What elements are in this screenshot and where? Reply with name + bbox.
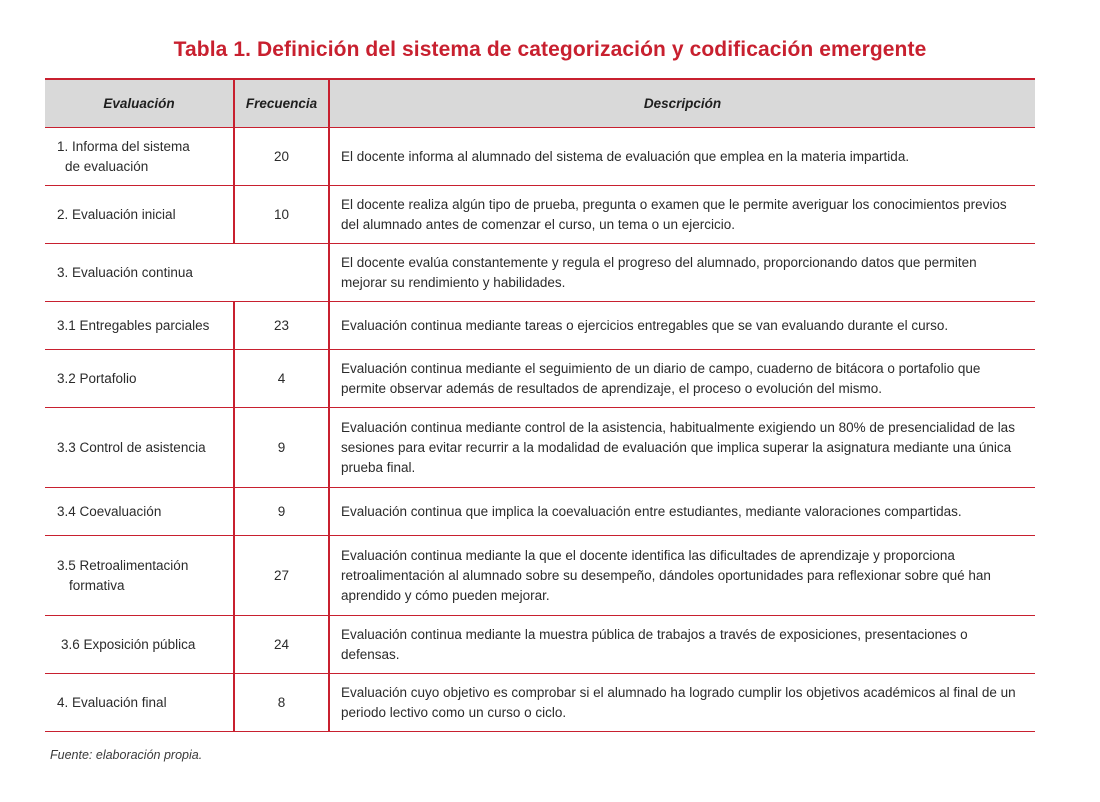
description-cell: Evaluación continua mediante el seguimiento de un diario de campo, cuaderno de bitácora o portafolio que permite observar además de resultados de aprendizaje, el proceso o evolución del mismo. [329, 350, 1035, 408]
frequency-cell: 8 [234, 674, 329, 732]
evaluation-cell: 2. Evaluación inicial [57, 206, 176, 222]
evaluation-cell: 4. Evaluación final [57, 694, 167, 710]
description-cell: Evaluación continua mediante control de la asistencia, habitualmente exigiendo un 80% de presencialidad de las sesiones para evitar recurrir a la modalidad de evaluación que implica superar la asignatura mediante una única prueba final. [329, 408, 1035, 488]
description-cell: El docente evalúa constantemente y regula el progreso del alumnado, proporcionando datos que permiten mejorar su rendimiento y habilidades. [329, 244, 1035, 302]
table-row [45, 128, 1035, 186]
description-cell: El docente informa al alumnado del sistema de evaluación que emplea en la materia impartida. [329, 128, 1035, 186]
header-evaluacion: Evaluación [45, 79, 234, 128]
frequency-cell: 23 [234, 302, 329, 350]
frequency-cell: 20 [234, 128, 329, 186]
categorization-table [45, 78, 1035, 732]
evaluation-cell: 3. Evaluación continua [57, 264, 193, 280]
table-row [45, 616, 1035, 674]
evaluation-cell: 3.6 Exposición pública [61, 636, 196, 652]
evaluation-cell [45, 128, 234, 186]
frequency-cell: 9 [234, 408, 329, 488]
table-row [45, 536, 1035, 616]
evaluation-label: 3.5 Retroalimentación [57, 557, 189, 573]
frequency-cell: 9 [234, 488, 329, 536]
frequency-cell: 4 [234, 350, 329, 408]
evaluation-label-cont: formativa [69, 577, 125, 593]
evaluation-cell: 3.1 Entregables parciales [57, 317, 210, 333]
evaluation-label-cont: de evaluación [65, 158, 149, 174]
frequency-cell: 24 [234, 616, 329, 674]
table-row [45, 350, 1035, 408]
table-header-row [45, 79, 1035, 128]
evaluation-cell: 3.3 Control de asistencia [57, 439, 206, 455]
source-note: Fuente: elaboración propia. [50, 748, 203, 762]
description-cell: Evaluación continua mediante la muestra pública de trabajos a través de exposiciones, presentaciones o defensas. [329, 616, 1035, 674]
description-cell: El docente realiza algún tipo de prueba, pregunta o examen que le permite averiguar los conocimientos previos del alumnado antes de comenzar el curso, un tema o un ejercicio. [329, 186, 1035, 244]
table-row [45, 302, 1035, 350]
evaluation-cell: 3.2 Portafolio [57, 370, 137, 386]
header-descripcion: Descripción [329, 79, 1035, 128]
table-row [45, 186, 1035, 244]
evaluation-label: 1. Informa del sistema [57, 138, 190, 154]
table-row [45, 674, 1035, 732]
description-cell: Evaluación continua mediante tareas o ejercicios entregables que se van evaluando durante el curso. [329, 302, 1035, 350]
table-row [45, 488, 1035, 536]
frequency-cell: 10 [234, 186, 329, 244]
description-cell: Evaluación continua mediante la que el docente identifica las dificultades de aprendizaje y proporciona retroalimentación al alumnado sobre su desempeño, dándoles oportunidades para reflexionar sobre qué han aprendido y cómo pueden mejorar. [329, 536, 1035, 616]
evaluation-cell [45, 536, 234, 616]
description-cell: Evaluación continua que implica la coevaluación entre estudiantes, mediante valoraciones compartidas. [329, 488, 1035, 536]
header-frecuencia: Frecuencia [234, 79, 329, 128]
table-title: Tabla 1. Definición del sistema de categorización y codificación emergente [173, 38, 927, 61]
table-row [45, 408, 1035, 488]
frequency-cell: 27 [234, 536, 329, 616]
description-cell: Evaluación cuyo objetivo es comprobar si el alumnado ha logrado cumplir los objetivos académicos al final de un periodo lectivo como un curso o ciclo. [329, 674, 1035, 732]
table-row [45, 244, 1035, 302]
evaluation-cell: 3.4 Coevaluación [57, 503, 162, 519]
